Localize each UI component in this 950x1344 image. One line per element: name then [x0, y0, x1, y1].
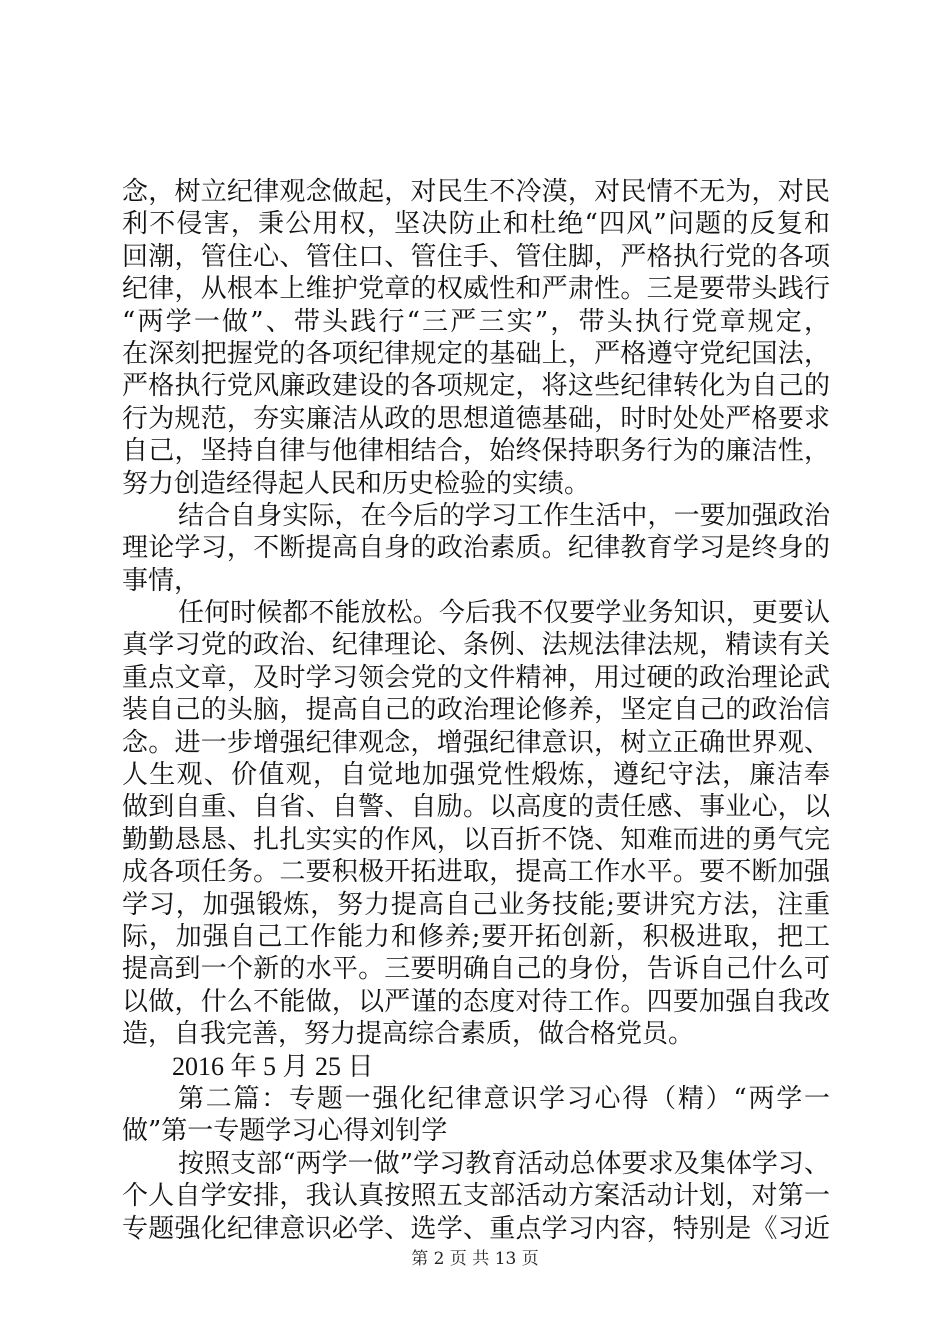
paragraph-start-line: 结合自身实际，在今后的学习工作生活中，一要加强政治 [178, 500, 830, 531]
text-line: 努力创造经得起人民和历史检验的实绩。 [122, 468, 591, 499]
text-line: 提高到一个新的水平。三要明确自己的身份，告诉自己什么可 [122, 954, 830, 985]
text-line: 自己，坚持自律与他律相结合，始终保持职务行为的廉洁性， [122, 436, 830, 467]
text-line: 人生观、价值观，自觉地加强党性煅炼，遵纪守法，廉洁奉 [122, 760, 830, 791]
text-line: 事情， [122, 565, 201, 596]
text-line: 造，自我完善，努力提高综合素质，做合格党员。 [122, 1019, 695, 1050]
text-line: 做到自重、自省、自警、自励。以高度的责任感、事业心，以 [122, 792, 830, 823]
text-line: “两学一做”、带头践行“三严三实”，带头执行党章规定， [122, 306, 830, 337]
text-line: 个人自学安排，我认真按照五支部活动方案活动计划，对第一 [122, 1181, 830, 1212]
text-line: 理论学习，不断提高自身的政治素质。纪律教育学习是终身的 [122, 533, 830, 564]
paragraph-start-line: 按照支部“两学一做”学习教育活动总体要求及集体学习、 [178, 1148, 830, 1179]
text-line: 念。进一步增强纪律观念，增强纪律意识，树立正确世界观、 [122, 727, 830, 758]
text-line: 学习，加强锻炼，努力提高自己业务技能;要讲究方法，注重 [122, 889, 830, 920]
paragraph-start-line: 任何时候都不能放松。今后我不仅要学业务知识，更要认 [178, 598, 830, 629]
text-line: 回潮，管住心、管住口、管住手、管住脚，严格执行党的各项 [122, 241, 830, 272]
text-line: 纪律，从根本上维护党章的权威性和严肃性。三是要带头践行 [122, 274, 830, 305]
text-line: 重点文章，及时学习领会党的文件精神，用过硬的政治理论武 [122, 662, 830, 693]
text-line: 真学习党的政治、纪律理论、条例、法规法律法规，精读有关 [122, 630, 830, 661]
page-number-footer: 第 2 页 共 13 页 [411, 1249, 539, 1269]
text-line: 严格执行党风廉政建设的各项规定，将这些纪律转化为自己的 [122, 371, 830, 402]
text-line: 成各项任务。二要积极开拓进取，提高工作水平。要不断加强 [122, 857, 830, 888]
text-line: 行为规范，夯实廉洁从政的思想道德基础，时时处处严格要求 [122, 403, 830, 434]
text-line: 利不侵害，秉公用权，坚决防止和杜绝“四风”问题的反复和 [122, 209, 830, 240]
text-line: 专题强化纪律意识必学、选学、重点学习内容，特别是《习近 [122, 1213, 830, 1244]
text-line: 在深刻把握党的各项纪律规定的基础上，严格遵守党纪国法， [122, 338, 830, 369]
section-heading-line: 第二篇：专题一强化纪律意识学习心得（精）“两学一 [178, 1083, 830, 1114]
text-line: 勤勤恳恳、扎扎实实的作风，以百折不饶、知难而进的勇气完 [122, 824, 830, 855]
text-line: 以做，什么不能做，以严谨的态度对待工作。四要加强自我改 [122, 986, 830, 1017]
text-line: 装自己的头脑，提高自己的政治理论修养，坚定自己的政治信 [122, 695, 830, 726]
section-heading-line: 做”第一专题学习心得刘钊学 [122, 1116, 448, 1147]
text-line: 际，加强自己工作能力和修养;要开拓创新，积极进取，把工 [122, 921, 830, 952]
document-body [122, 176, 830, 1245]
date-line: 2016 年 5 月 25 日 [172, 1051, 374, 1081]
text-line: 念，树立纪律观念做起，对民生不冷漠，对民情不无为，对民 [122, 177, 830, 207]
